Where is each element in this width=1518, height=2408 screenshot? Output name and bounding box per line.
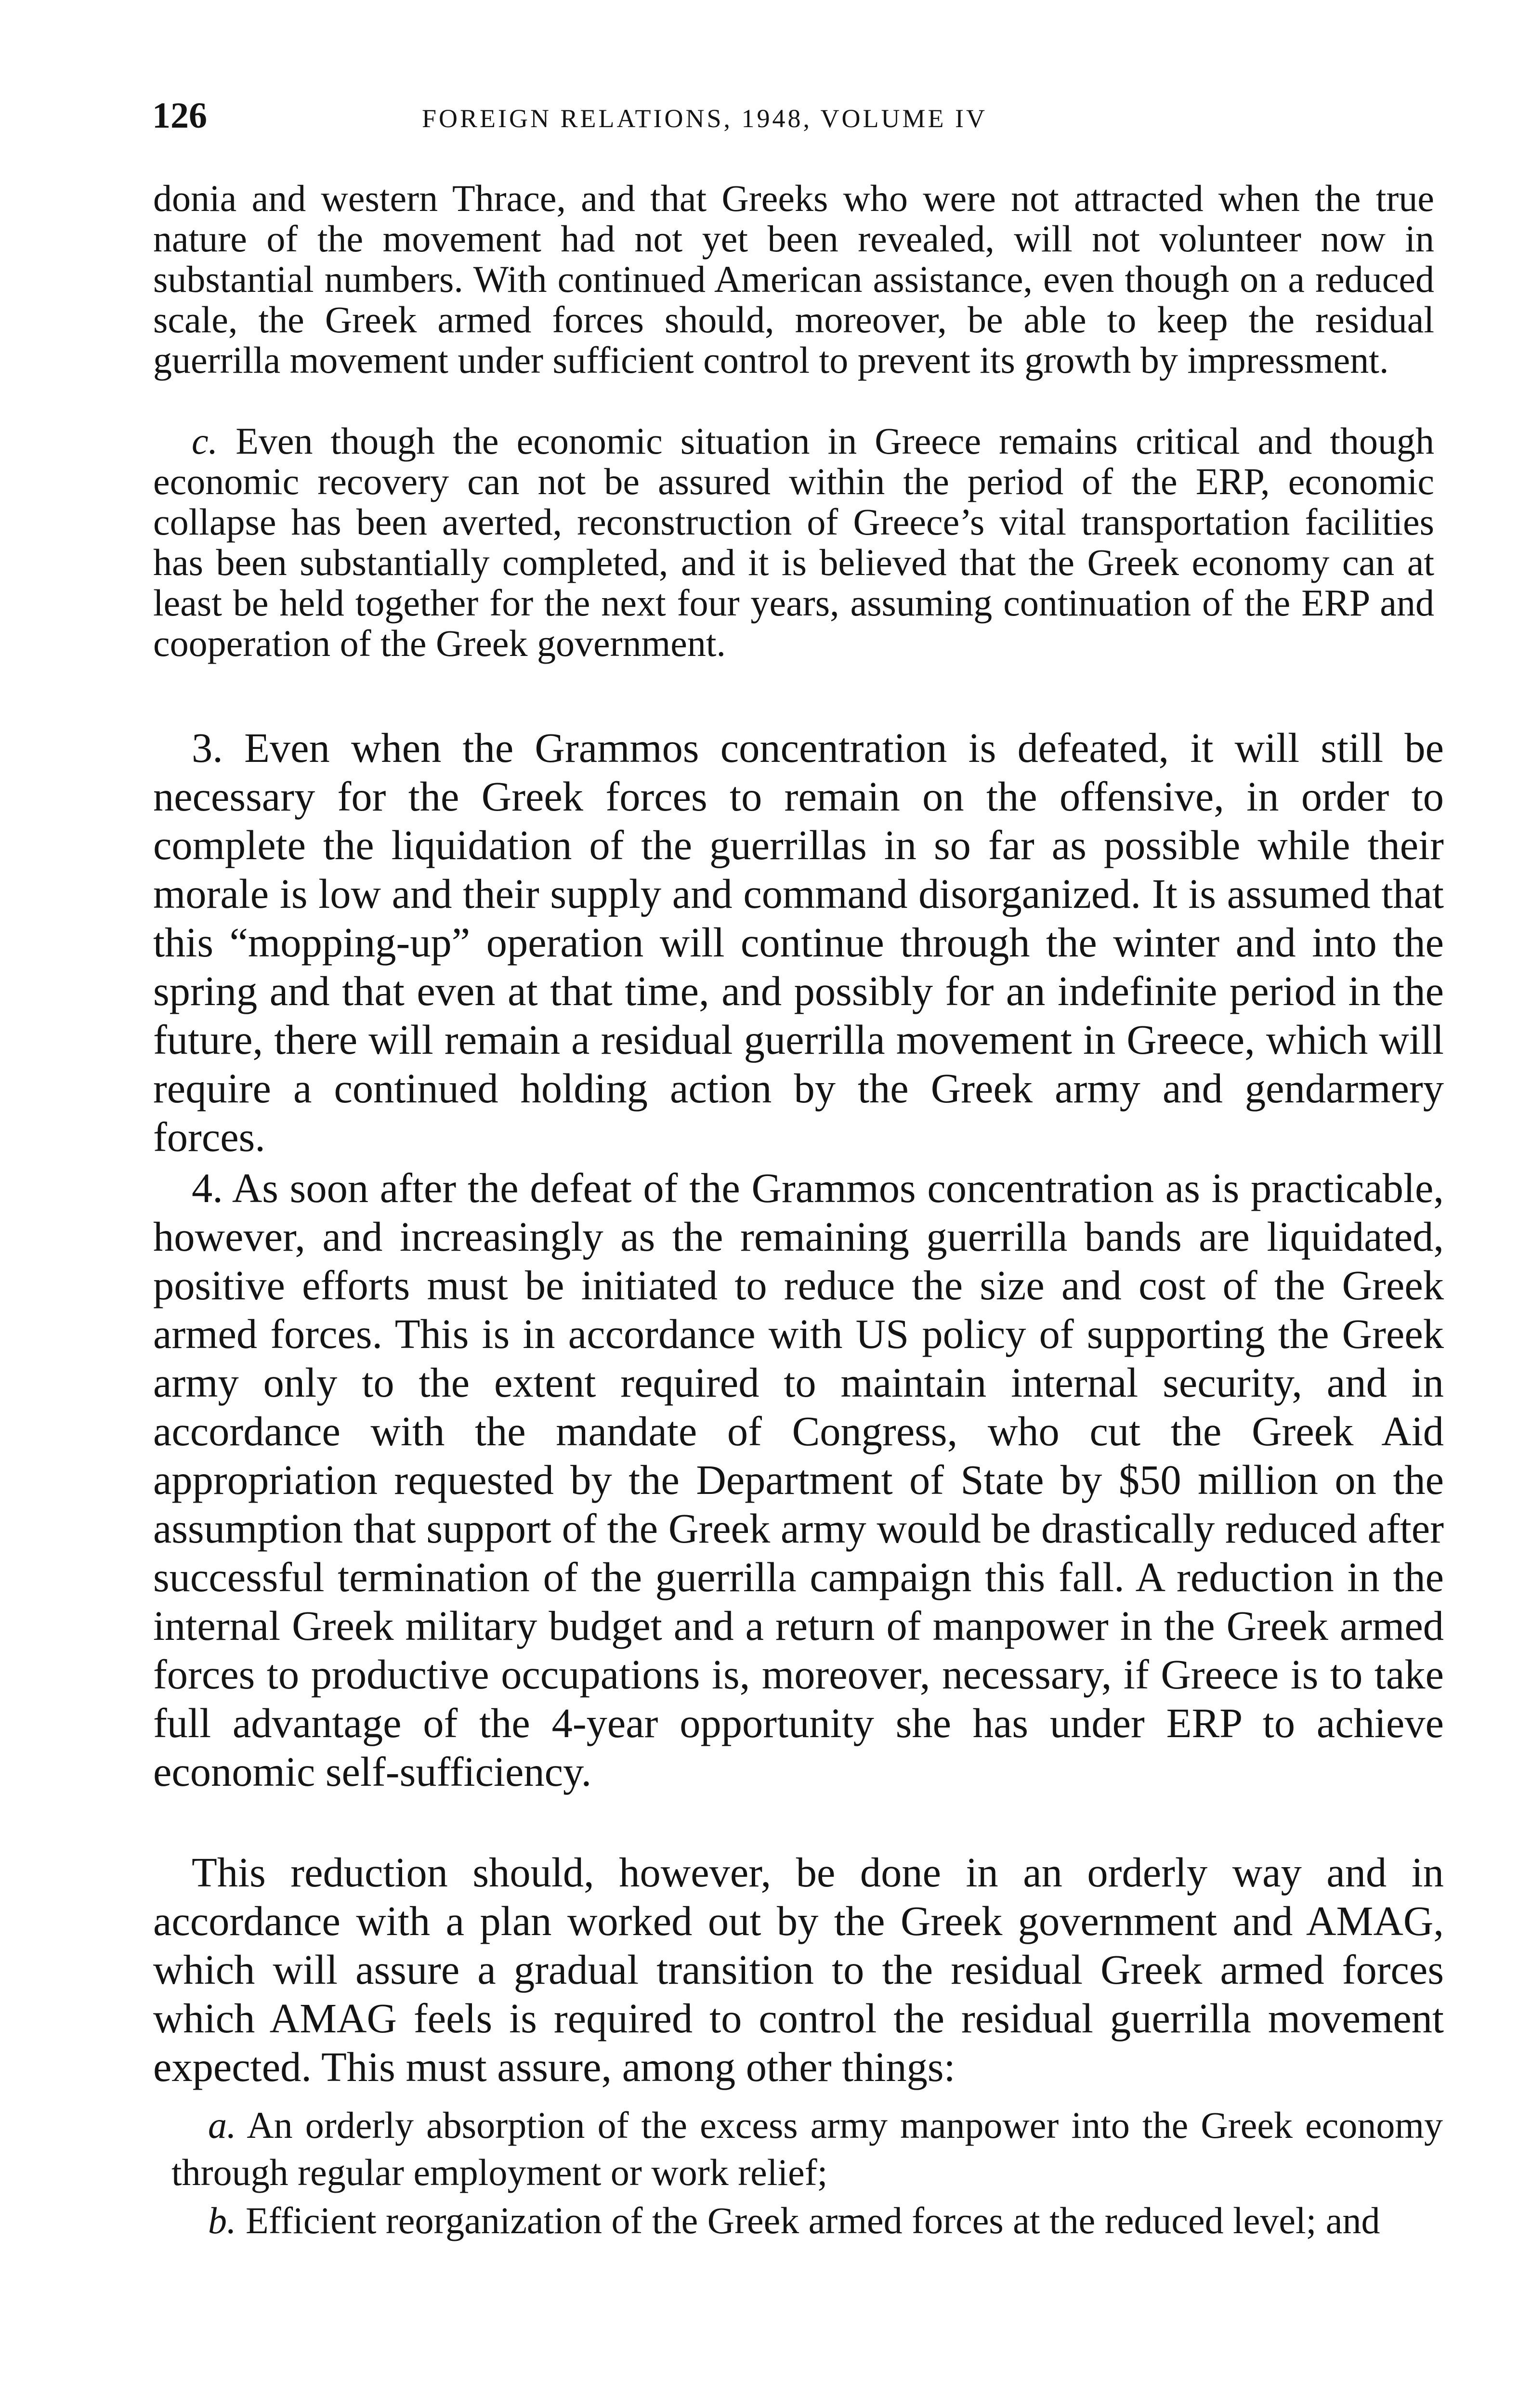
item-letter: c.: [192, 420, 218, 462]
paragraph-text: 3. Even when the Grammos concentration is defeated, it will still be necessary for the Greek forces to remain on the offensive, in order to complete the liquidation of the guerrillas in so far as possible while their morale is low and their supply and command disorganized. It is assumed that this “mopping-up” operation will continue through the winter and into the spring and that even at that time, and possibly for an indefinite period in the future, there will remain a residual guerrilla movement in Greece, which will require a continued holding action by the Greek army and gendarmery forces.: [153, 725, 1444, 1160]
paragraph-continuation: [153, 178, 1434, 380]
sub-item-text: Efficient reorganization of the Greek armed forces at the reduced level; and: [246, 2199, 1380, 2241]
paragraph-text: 4. As soon after the defeat of the Grammos concentration as is practicable, however, and increasingly as the remaining guerrilla bands are liquidated, positive efforts must be initiated to reduce the size and cost of the Greek armed forces. This is in accordance with US policy of supporting the Greek army only to the extent required to maintain internal security, and in accordance with the mandate of Congress, who cut the Greek Aid appropriation requested by the Department of State by $50 million on the assumption that support of the Greek army would be drastically reduced after successful termination of the guerrilla campaign this fall. A reduction in the internal Greek military budget and a return of manpower in the Greek armed forces to productive occupations is, moreover, necessary, if Greece is to take full advantage of the 4-year opportunity she has under ERP to achieve economic self-sufficiency.: [153, 1165, 1444, 1795]
paragraph-4: [153, 1164, 1444, 1796]
sub-item-b: [171, 2197, 1443, 2244]
paragraph-text: donia and western Thrace, and that Greeks who were not attracted when the true nature of the movement had not yet been revealed, will not volunteer now in substantial numbers. With continued American assistance, even though on a reduced scale, the Greek armed forces should, moreover, be able to keep the residual guerrilla movement under sufficient control to prevent its growth by impressment.: [153, 177, 1434, 381]
paragraph-text: Even though the economic situation in Greece remains critical and though economic recovery can not be assured within the period of the ERP, economic collapse has been averted, reconstruction of Greece’s vital transportation facilities has been substantially completed, and it is believed that the Greek economy can at least be held together for the next four years, assuming continuation of the ERP and cooperation of the Greek government.: [153, 420, 1435, 664]
page-header: [152, 92, 1453, 140]
sub-item-a: [171, 2102, 1443, 2196]
paragraph-3: [153, 724, 1444, 1162]
running-head: FOREIGN RELATIONS, 1948, VOLUME IV: [422, 104, 987, 133]
paragraph-item-c: [153, 421, 1434, 664]
page-number: 126: [152, 95, 207, 136]
item-letter: a.: [208, 2104, 236, 2146]
paragraph-reduction: [153, 1848, 1444, 2092]
paragraph-text: This reduction should, however, be done in an orderly way and in accordance with a plan worked out by the Greek government and AMAG, which will assure a gradual transition to the residual Greek armed forces which AMAG feels is required to control the residual guerrilla movement expected. This must assure, among other things:: [153, 1849, 1444, 2090]
sub-item-text: An orderly absorption of the excess army manpower into the Greek economy through regular employment or work relief;: [171, 2104, 1443, 2193]
item-letter: b.: [208, 2199, 236, 2241]
